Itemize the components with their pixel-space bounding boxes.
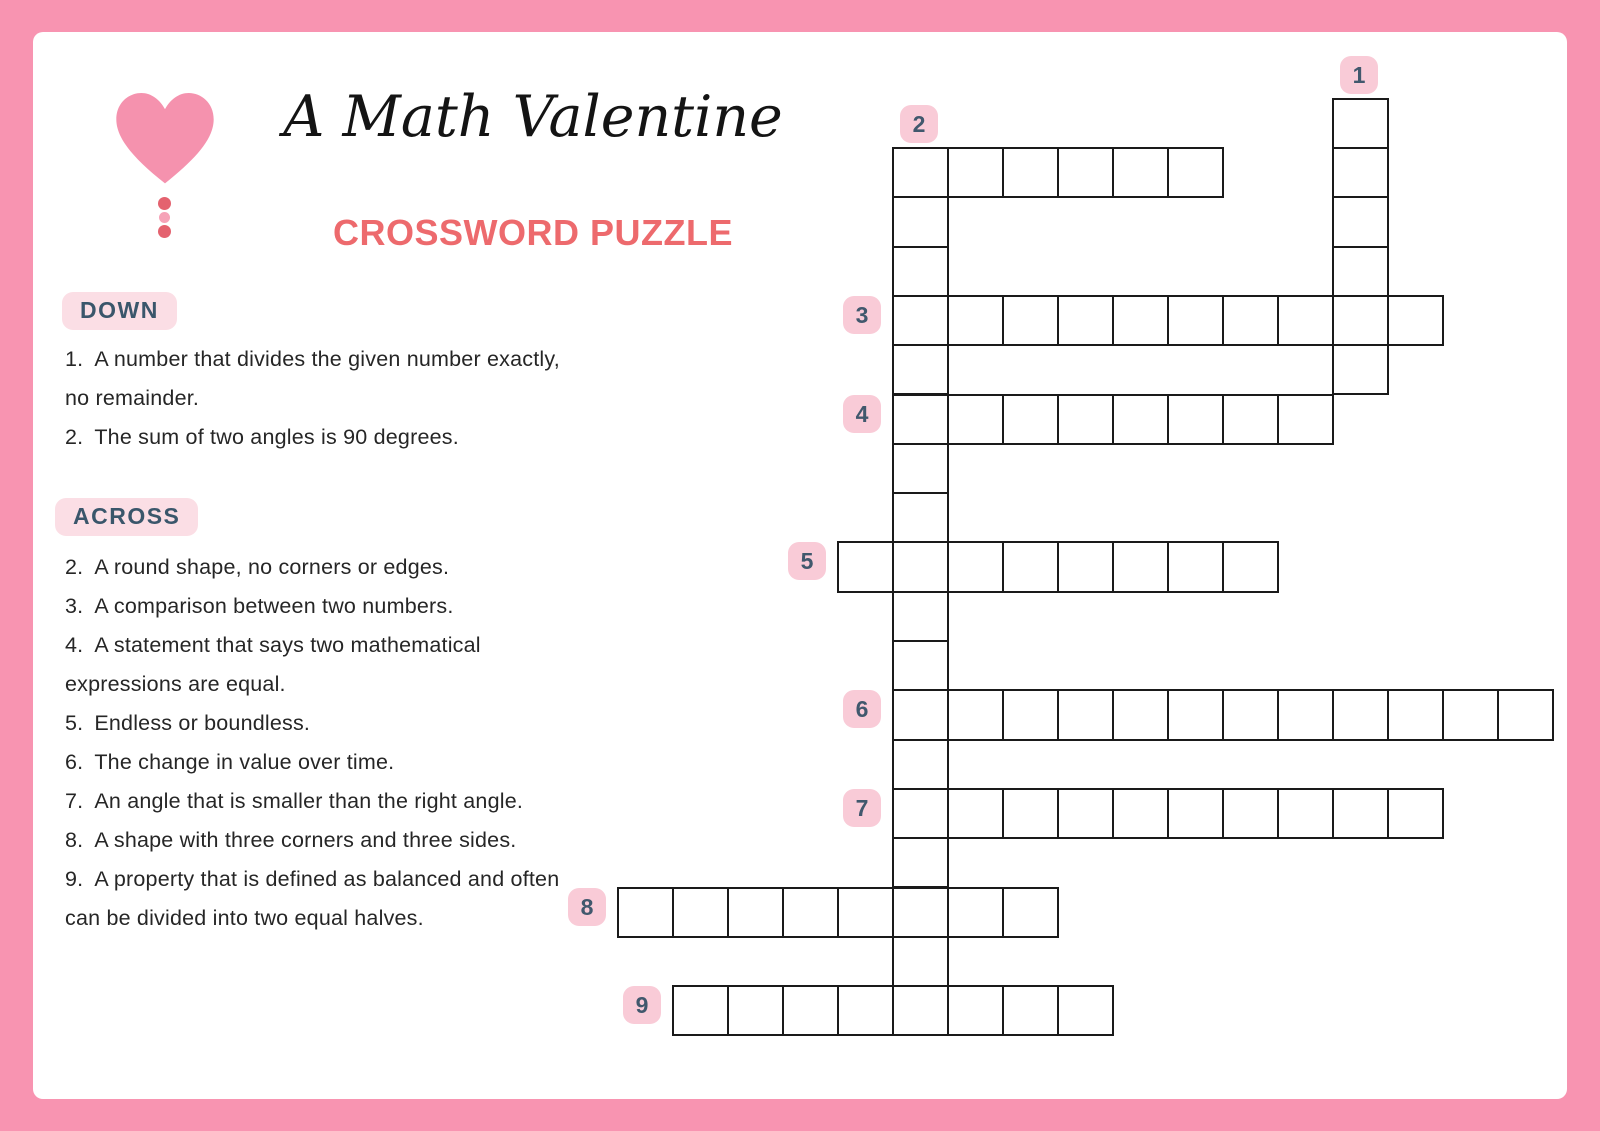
clue-number-badge: 3 — [843, 296, 881, 334]
clue-text: A shape with three corners and three sides. — [94, 828, 517, 852]
clue-number: 9. — [65, 867, 84, 891]
clue-text: A property that is defined as balanced and often can be divided into two equal halves. — [65, 867, 560, 930]
clue-number-badge: 1 — [1340, 56, 1378, 94]
grid-cell[interactable] — [1332, 147, 1389, 198]
clue-number-badge: 7 — [843, 789, 881, 827]
grid-cell[interactable] — [837, 541, 894, 592]
grid-cell[interactable] — [947, 295, 1004, 346]
grid-cell[interactable] — [1497, 689, 1554, 740]
grid-cell[interactable] — [1222, 541, 1279, 592]
grid-cell[interactable] — [1387, 295, 1444, 346]
grid-cell[interactable] — [1057, 541, 1114, 592]
grid-cell[interactable] — [1332, 196, 1389, 247]
grid-cell[interactable] — [1222, 689, 1279, 740]
grid-cell[interactable] — [837, 887, 894, 938]
grid-cell[interactable] — [892, 640, 949, 691]
grid-cell[interactable] — [892, 344, 949, 395]
grid-cell[interactable] — [947, 541, 1004, 592]
grid-cell[interactable] — [1002, 887, 1059, 938]
clue-text: An angle that is smaller than the right angle. — [94, 789, 524, 813]
grid-cell[interactable] — [1002, 295, 1059, 346]
clue-text: A comparison between two numbers. — [94, 594, 454, 618]
grid-cell[interactable] — [1057, 689, 1114, 740]
grid-cell[interactable] — [1442, 689, 1499, 740]
grid-cell[interactable] — [947, 394, 1004, 445]
clue-number: 2. — [65, 425, 84, 449]
clue-number: 8. — [65, 828, 84, 852]
clue-number: 1. — [65, 347, 84, 371]
grid-cell[interactable] — [1222, 394, 1279, 445]
grid-cell[interactable] — [1387, 689, 1444, 740]
grid-cell[interactable] — [1277, 295, 1334, 346]
grid-cell[interactable] — [782, 985, 839, 1036]
clue-number: 7. — [65, 789, 84, 813]
clue-number-badge: 5 — [788, 542, 826, 580]
grid-cell[interactable] — [837, 985, 894, 1036]
grid-cell[interactable] — [1277, 689, 1334, 740]
clue-number-badge: 9 — [623, 986, 661, 1024]
clue-number-badge: 4 — [843, 395, 881, 433]
grid-cell[interactable] — [892, 985, 949, 1036]
grid-cell[interactable] — [672, 887, 729, 938]
clue-number: 5. — [65, 711, 84, 735]
clue-number-badge: 6 — [843, 690, 881, 728]
grid-cell[interactable] — [1167, 394, 1224, 445]
page-title: A Math Valentine — [283, 84, 783, 150]
grid-cell[interactable] — [1112, 689, 1169, 740]
grid-cell[interactable] — [947, 985, 1004, 1036]
grid-cell[interactable] — [1332, 689, 1389, 740]
grid-cell[interactable] — [1057, 295, 1114, 346]
grid-cell[interactable] — [1222, 295, 1279, 346]
clue-text: A statement that says two mathematical expressions are equal. — [65, 633, 481, 696]
grid-cell[interactable] — [1167, 541, 1224, 592]
grid-cell[interactable] — [1112, 147, 1169, 198]
grid-cell[interactable] — [782, 887, 839, 938]
clue-text: The change in value over time. — [94, 750, 395, 774]
clue-number-badge: 8 — [568, 888, 606, 926]
grid-cell[interactable] — [1332, 788, 1389, 839]
page-subtitle: CROSSWORD PUZZLE — [333, 212, 733, 253]
crossword-grid — [33, 32, 1567, 1099]
grid-cell[interactable] — [892, 739, 949, 790]
grid-cell[interactable] — [1167, 689, 1224, 740]
grid-cell[interactable] — [892, 541, 949, 592]
grid-cell[interactable] — [1277, 788, 1334, 839]
grid-cell[interactable] — [1222, 788, 1279, 839]
grid-cell[interactable] — [1002, 788, 1059, 839]
grid-cell[interactable] — [892, 443, 949, 494]
grid-cell[interactable] — [1112, 788, 1169, 839]
clue-number-badge: 2 — [900, 105, 938, 143]
clue-text: Endless or boundless. — [94, 711, 311, 735]
across-section-label: ACROSS — [55, 498, 198, 536]
grid-cell[interactable] — [1167, 295, 1224, 346]
clue-number: 2. — [65, 555, 84, 579]
grid-cell[interactable] — [727, 887, 784, 938]
grid-cell[interactable] — [1057, 147, 1114, 198]
grid-cell[interactable] — [892, 887, 949, 938]
grid-cell[interactable] — [1277, 394, 1334, 445]
grid-cell[interactable] — [892, 788, 949, 839]
grid-cell[interactable] — [892, 394, 949, 445]
grid-cell[interactable] — [947, 689, 1004, 740]
grid-cell[interactable] — [892, 837, 949, 888]
grid-cell[interactable] — [1057, 394, 1114, 445]
grid-cell[interactable] — [1112, 295, 1169, 346]
grid-cell[interactable] — [1332, 344, 1389, 395]
clue-number: 4. — [65, 633, 84, 657]
grid-cell[interactable] — [1387, 788, 1444, 839]
grid-cell[interactable] — [1002, 147, 1059, 198]
grid-cell[interactable] — [1002, 689, 1059, 740]
clue-number: 3. — [65, 594, 84, 618]
grid-cell[interactable] — [1167, 147, 1224, 198]
clue-text: A number that divides the given number exactly, no remainder. — [65, 347, 560, 410]
grid-cell[interactable] — [1332, 98, 1389, 149]
grid-cell[interactable] — [892, 147, 949, 198]
grid-cell[interactable] — [617, 887, 674, 938]
grid-cell[interactable] — [892, 591, 949, 642]
grid-cell[interactable] — [1057, 985, 1114, 1036]
grid-cell[interactable] — [1002, 394, 1059, 445]
down-section-label: DOWN — [62, 292, 177, 330]
clue-number: 6. — [65, 750, 84, 774]
clue-text: A round shape, no corners or edges. — [94, 555, 450, 579]
grid-cell[interactable] — [892, 246, 949, 297]
grid-cell[interactable] — [1332, 246, 1389, 297]
worksheet-page — [33, 32, 1567, 1099]
grid-cell[interactable] — [892, 196, 949, 247]
clue-text: The sum of two angles is 90 degrees. — [94, 425, 459, 449]
grid-cell[interactable] — [672, 985, 729, 1036]
grid-cell[interactable] — [1002, 985, 1059, 1036]
grid-cell[interactable] — [1112, 541, 1169, 592]
grid-cell[interactable] — [892, 492, 949, 543]
grid-cell[interactable] — [1332, 295, 1389, 346]
grid-cell[interactable] — [892, 295, 949, 346]
grid-cell[interactable] — [947, 887, 1004, 938]
grid-cell[interactable] — [1002, 541, 1059, 592]
grid-cell[interactable] — [947, 788, 1004, 839]
grid-cell[interactable] — [1112, 394, 1169, 445]
grid-cell[interactable] — [1057, 788, 1114, 839]
grid-cell[interactable] — [892, 936, 949, 987]
grid-cell[interactable] — [892, 689, 949, 740]
grid-cell[interactable] — [727, 985, 784, 1036]
grid-cell[interactable] — [1167, 788, 1224, 839]
grid-cell[interactable] — [947, 147, 1004, 198]
